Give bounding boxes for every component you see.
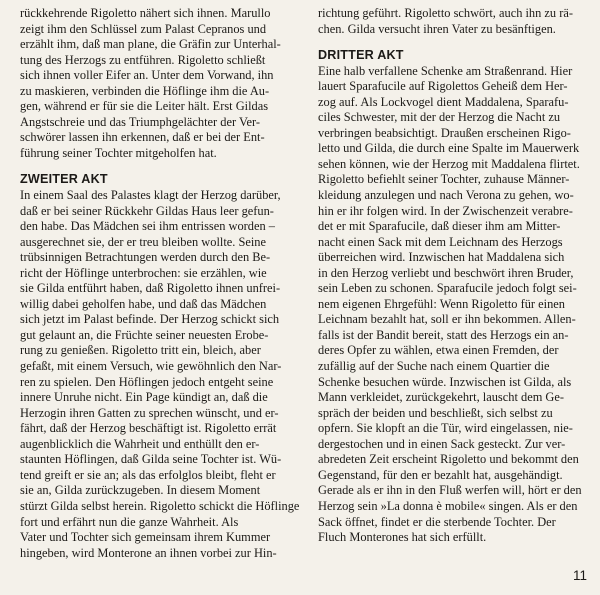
text-line: nem eigenen Ehrgefühl: Wenn Rigoletto für einen: [318, 296, 565, 311]
text-line: sie an, Gilda zurückzugeben. In diesem Moment: [20, 483, 261, 498]
text-line: schwörer lassen ihn erkennen, daß er bei der Ent-: [20, 130, 265, 145]
text-line: richt der Höflinge unterbrochen: sie erzählen, wie: [20, 265, 267, 280]
text-line: spräch der beiden und beschließt, sich selbst zu: [318, 405, 553, 420]
text-line: Rigoletto befiehlt seiner Tochter, zuhause Männer-: [318, 172, 570, 187]
text-line: führung seiner Tochter mitgeholfen hat.: [20, 145, 217, 160]
text-line: verbringen beabsichtigt. Draußen erscheinen Rigo-: [318, 125, 571, 140]
text-line: Sack öffnet, findet er die sterbende Tochter. Der: [318, 514, 556, 529]
text-line: lauert Sparafucile auf Rigolettos Geheiß dem Her-: [318, 79, 568, 94]
text-line: sein Leben zu schonen. Sparafucile jedoch folgt sei-: [318, 281, 577, 296]
text-line: gut gelaunt an, die Früchte seiner neuesten Erobe-: [20, 327, 269, 342]
text-line: tung des Herzogs zu entführen. Rigoletto schließt: [20, 52, 266, 67]
text-line: überreichen wird. Inzwischen hat Maddalena sich: [318, 250, 565, 265]
text-line: stürzt Gilda selbst herein. Rigoletto schickt die Höflinge: [20, 498, 300, 513]
text-line: hingeben, wird Monterone an ihnen vorbei zur Hin-: [20, 545, 277, 560]
text-line: Eine halb verfallene Schenke am Straßenrand. Hier: [318, 63, 573, 78]
text-line: willig dabei geholfen habe, und daß das Mädchen: [20, 296, 267, 311]
heading-dritter-akt: DRITTER AKT: [318, 48, 404, 63]
text-line: gefaßt, mit einem Versuch, wie gewöhnlich den Nar-: [20, 359, 282, 374]
text-line: nacht einen Sack mit dem Leichnam des Herzogs: [318, 234, 563, 249]
text-line: zeigt ihm den Schlüssel zum Palast Cepranos und: [20, 21, 267, 36]
text-line: Gegenstand, für den er bezahlt hat, ausgehändigt.: [318, 467, 563, 482]
text-line: abredeten Zeit erscheint Rigoletto und bekommt den: [318, 452, 579, 467]
text-line: innere Unruhe nicht. Ein Page kündigt an, daß die: [20, 390, 268, 405]
text-line: fährt, daß der Herzog beschäftigt ist. Rigoletto errät: [20, 421, 277, 436]
text-line: falls ist der Bandit bereit, statt des Herzogs ein an-: [318, 327, 569, 342]
text-line: Herzogin ihren Gatten zu sprechen wünscht, und er-: [20, 405, 279, 420]
text-line: tend greift er sie an; als das erfolglos bleibt, fleht er: [20, 467, 276, 482]
text-line: Vater und Tochter sich gemeinsam ihrem Kummer: [20, 530, 271, 545]
text-line: staunten Höflingen, daß Gilda seine Tochter ist. Wü-: [20, 452, 282, 467]
text-line: daß er bei seiner Rückkehr Gildas Haus leer gefun-: [20, 203, 274, 218]
text-line: sich ihnen voller Eifer an. Unter dem Vorwand, ihn: [20, 68, 274, 83]
right-column: [318, 6, 584, 546]
left-column: [20, 6, 302, 561]
text-line: Fluch Monterones hat sich erfüllt.: [318, 530, 487, 545]
text-line: In einem Saal des Palastes klagt der Herzog darüber,: [20, 188, 281, 203]
text-line: chen. Gilda versucht ihren Vater zu besänftigen.: [318, 21, 556, 36]
text-line: Angstschreie und das Triumphgelächter der Ver-: [20, 114, 261, 129]
text-line: letto und Gilda, die durch eine Spalte im Mauerwerk: [318, 141, 580, 156]
text-line: zufällig auf der Suche nach einem Quartier die: [318, 359, 550, 374]
text-line: dergestochen und in einen Sack gesteckt. Zur ver-: [318, 436, 566, 451]
text-line: richtung geführt. Rigoletto schwört, auch ihn zu rä-: [318, 6, 573, 20]
left-paragraph-2: [20, 188, 302, 561]
text-line: hin er ihr folgen wird. In der Zwischenzeit verabre-: [318, 203, 573, 218]
text-line: gen, während er für sie die Leiter hält. Erst Gildas: [20, 99, 269, 114]
text-line: augenblicklich die Wahrheit und enthüllt den er-: [20, 436, 260, 451]
text-line: zog auf. Als Lockvogel dient Maddalena, Sparafu-: [318, 94, 569, 109]
right-paragraph-2: [318, 64, 584, 546]
text-line: Herzog sein »La donna è mobile« singen. Als er den: [318, 498, 578, 513]
text-line: rung zu genießen. Rigoletto tritt ein, bleich, aber: [20, 343, 261, 358]
text-line: sie Gilda entführt haben, daß Rigoletto ihnen unfrei-: [20, 281, 281, 296]
text-line: erzählt ihm, daß man plane, die Gräfin zur Unterhal-: [20, 37, 281, 52]
text-line: rückkehrende Rigoletto nähert sich ihnen. Marullo: [20, 6, 271, 20]
text-line: ausgerechnet sie, der er treu bleiben wollte. Seine: [20, 234, 266, 249]
text-line: deres Opfer zu wählen, etwa einen Fremden, der: [318, 343, 559, 358]
right-paragraph-1: [318, 6, 584, 37]
text-line: opfern. Sie klopft an die Tür, wird eingelassen, nie-: [318, 421, 573, 436]
text-line: det er mit Sparafucile, daß dieser ihm am Mitter-: [318, 219, 561, 234]
text-line: sehen können, wie der Herzog mit Maddalena flirtet.: [318, 156, 580, 171]
text-line: sich jetzt im Palast befinde. Der Herzog schickt sich: [20, 312, 280, 327]
text-line: in den Herzog verliebt und beschwört ihren Bruder,: [318, 265, 574, 280]
text-line: ciles Schwester, mit der der Herzog die Nacht zu: [318, 110, 561, 125]
heading-zweiter-akt: ZWEITER AKT: [20, 172, 108, 187]
text-line: trübsinnigen Betrachtungen werden durch den Be-: [20, 250, 271, 265]
text-line: fort und erfährt nun die ganze Wahrheit. Als: [20, 514, 239, 529]
text-line: ren zu spielen. Den Höflingen jedoch entgeht seine: [20, 374, 274, 389]
text-line: kleidung anzulegen und nach Verona zu gehen, wo-: [318, 188, 574, 203]
text-line: den habe. Das Mädchen sei ihm entrissen worden –: [20, 219, 275, 234]
text-line: Leichnam bezahlt hat, soll er ihn bekommen. Allen-: [318, 312, 576, 327]
left-paragraph-1: [20, 6, 302, 161]
text-line: Gerade als er ihn in den Fluß werfen will, hört er den: [318, 483, 582, 498]
text-line: Schenke besuchen würde. Inzwischen ist Gilda, als: [318, 374, 572, 389]
text-line: zu maskieren, verbinden die Höflinge ihm die Au-: [20, 83, 270, 98]
text-line: Mann verkleidet, zurückgekehrt, lauscht dem Ge-: [318, 390, 564, 405]
page-number: 11: [573, 568, 588, 583]
